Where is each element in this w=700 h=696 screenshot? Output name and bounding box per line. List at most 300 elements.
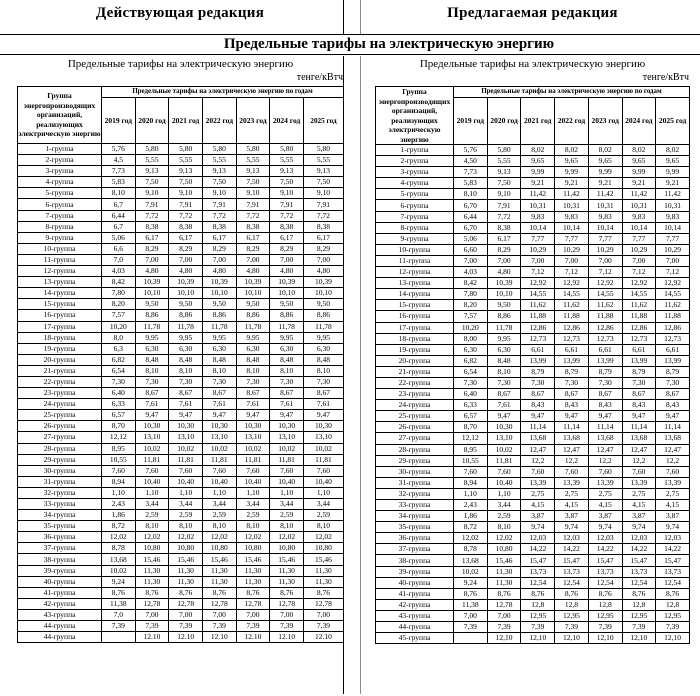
- tariff-value: 9,74: [521, 522, 555, 533]
- tariff-value: 7,00: [202, 609, 236, 620]
- tariff-value: 8,67: [169, 388, 203, 399]
- year-column-header: 2025 год: [656, 98, 690, 145]
- tariff-value: 7,00: [487, 610, 521, 621]
- table-row: [18, 421, 344, 432]
- tariff-value: 8,10: [169, 521, 203, 532]
- group-label: 28-группа: [18, 443, 102, 454]
- tariff-value: 6,61: [588, 344, 622, 355]
- tariff-value: 12.10: [135, 632, 169, 643]
- tariff-value: 8,86: [169, 310, 203, 321]
- tariff-value: 8,67: [303, 388, 343, 399]
- table-row: [376, 200, 690, 211]
- tariff-value: 8,29: [487, 244, 521, 255]
- tariff-value: 12,02: [236, 532, 270, 543]
- tariff-value: 8,76: [102, 587, 136, 598]
- group-label: 14-группа: [18, 288, 102, 299]
- tariff-value: 2,59: [303, 510, 343, 521]
- tariff-value: 11,62: [622, 300, 656, 311]
- tariff-value: 7,39: [236, 621, 270, 632]
- table-row: [18, 543, 344, 554]
- tariff-value: 6,40: [454, 389, 488, 400]
- tariff-value: 13,99: [555, 355, 589, 366]
- group-label: 12-группа: [18, 266, 102, 277]
- tariff-value: 8,86: [487, 311, 521, 322]
- tariff-value: 11,81: [169, 454, 203, 465]
- tariff-value: 8,86: [135, 310, 169, 321]
- tariff-value: 10,30: [270, 421, 304, 432]
- tariff-value: 8,10: [102, 188, 136, 199]
- tariff-value: 9,95: [270, 332, 304, 343]
- tariff-value: 8,86: [303, 310, 343, 321]
- tariff-value: 6,17: [303, 232, 343, 243]
- tariff-value: 14,22: [656, 544, 690, 555]
- group-label: 33-группа: [376, 500, 454, 511]
- tariff-value: 6,7: [102, 221, 136, 232]
- table-row: [376, 588, 690, 599]
- group-label: 2-группа: [376, 156, 454, 167]
- tariff-value: 7,39: [454, 622, 488, 633]
- tariff-value: 7,00: [135, 254, 169, 265]
- tariff-value: 8,29: [303, 243, 343, 254]
- tariff-value: 11,78: [303, 321, 343, 332]
- group-label: 22-группа: [18, 376, 102, 387]
- tariff-value: 8,02: [656, 145, 690, 156]
- tariff-value: 8,79: [656, 366, 690, 377]
- tariff-value: 8,78: [102, 543, 136, 554]
- tariff-value: 13,68: [454, 555, 488, 566]
- tariff-value: 9,21: [521, 178, 555, 189]
- tariff-value: 7,00: [236, 254, 270, 265]
- tariff-value: 6,57: [454, 411, 488, 422]
- table-row: [376, 322, 690, 333]
- tariff-value: 7,00: [454, 610, 488, 621]
- table-row: [376, 300, 690, 311]
- table-row: [376, 488, 690, 499]
- tariff-value: 7,91: [202, 199, 236, 210]
- group-label: 24-группа: [18, 399, 102, 410]
- tariff-value: 11,14: [555, 422, 589, 433]
- tariff-value: 8,43: [656, 400, 690, 411]
- tariff-value: 5,80: [303, 144, 343, 155]
- tariff-value: 9,13: [135, 166, 169, 177]
- tariff-value: 7,30: [102, 376, 136, 387]
- tariff-value: 6,44: [102, 210, 136, 221]
- tariff-value: 2,59: [135, 510, 169, 521]
- tariff-value: 10,80: [270, 543, 304, 554]
- tariff-value: 2,75: [555, 488, 589, 499]
- tariff-value: 7,60: [236, 465, 270, 476]
- table-row: [376, 477, 690, 488]
- table-row: [376, 633, 690, 644]
- tariff-value: 7,73: [102, 166, 136, 177]
- group-label: 36-группа: [18, 532, 102, 543]
- tariff-value: 8,48: [202, 354, 236, 365]
- tariff-value: 7,77: [588, 233, 622, 244]
- tariff-value: 7,50: [202, 177, 236, 188]
- tariff-value: 7,60: [169, 465, 203, 476]
- tariff-value: 6,6: [102, 243, 136, 254]
- tariff-value: 8,67: [236, 388, 270, 399]
- tariff-value: 8,72: [102, 521, 136, 532]
- tariff-value: 10,20: [454, 322, 488, 333]
- tariff-value: 13,68: [622, 433, 656, 444]
- table-row: [18, 144, 344, 155]
- tariff-value: 5,76: [454, 145, 488, 156]
- tariff-value: 1,10: [202, 487, 236, 498]
- tariff-value: 13,10: [270, 432, 304, 443]
- group-label: 27-группа: [376, 433, 454, 444]
- tariff-value: 9,50: [169, 299, 203, 310]
- tariff-value: 8,76: [487, 588, 521, 599]
- tariff-value: 9,13: [236, 166, 270, 177]
- group-label: 2-группа: [18, 155, 102, 166]
- tariff-value: 7,77: [622, 233, 656, 244]
- tariff-value: 9,21: [656, 178, 690, 189]
- tariff-value: 9,99: [555, 167, 589, 178]
- tariff-value: 14,22: [555, 544, 589, 555]
- tariff-value: 8,10: [270, 365, 304, 376]
- tariff-value: 12,02: [270, 532, 304, 543]
- group-label: 20-группа: [376, 355, 454, 366]
- table-row: [18, 299, 344, 310]
- tariff-value: 13,10: [169, 432, 203, 443]
- tariff-value: 12,92: [622, 278, 656, 289]
- tariff-value: 1,10: [487, 488, 521, 499]
- tariff-value: 7,60: [555, 466, 589, 477]
- tariff-value: 8,76: [135, 587, 169, 598]
- table-row: [18, 221, 344, 232]
- tariff-value: 12,12: [102, 432, 136, 443]
- tariff-value: 10,31: [521, 200, 555, 211]
- group-label: 4-группа: [376, 178, 454, 189]
- table-row: [376, 500, 690, 511]
- group-label: 22-группа: [376, 377, 454, 388]
- year-column-header: 2019 год: [454, 98, 488, 145]
- tariff-value: 7,30: [135, 376, 169, 387]
- tariff-value: 9,13: [169, 166, 203, 177]
- table-row: [376, 466, 690, 477]
- tariff-value: 7,12: [622, 267, 656, 278]
- group-label: 13-группа: [18, 277, 102, 288]
- tariff-value: 5,80: [487, 145, 521, 156]
- table-row: [18, 532, 344, 543]
- tariff-value: 7,00: [202, 254, 236, 265]
- tariff-value: 12,92: [588, 278, 622, 289]
- table-row: [18, 321, 344, 332]
- tariff-value: 12,03: [521, 533, 555, 544]
- tariff-value: 7,60: [622, 466, 656, 477]
- tariff-value: 9,95: [135, 332, 169, 343]
- table-row: [18, 598, 344, 609]
- group-label: 32-группа: [18, 487, 102, 498]
- tariff-value: 10,14: [555, 222, 589, 233]
- tariff-value: 9,95: [169, 332, 203, 343]
- group-label: 7-группа: [376, 211, 454, 222]
- table-row: [18, 243, 344, 254]
- tariff-value: 7,00: [169, 609, 203, 620]
- tariff-value: 8,79: [555, 366, 589, 377]
- current-tariff-table: [17, 86, 344, 643]
- tariff-value: 11,78: [169, 321, 203, 332]
- tariff-value: 7,30: [622, 377, 656, 388]
- tariff-value: 10,02: [169, 443, 203, 454]
- tariff-value: 11,30: [236, 576, 270, 587]
- table-row: [376, 222, 690, 233]
- tariff-value: 12,03: [588, 533, 622, 544]
- table-row: [376, 267, 690, 278]
- group-label: 35-группа: [376, 522, 454, 533]
- tariff-value: 6,30: [270, 343, 304, 354]
- table-row: [18, 354, 344, 365]
- tariff-value: 11,30: [135, 565, 169, 576]
- tariff-value: 7,60: [454, 466, 488, 477]
- tariff-value: 8,70: [102, 421, 136, 432]
- group-label: 8-группа: [376, 222, 454, 233]
- tariff-value: 11,62: [588, 300, 622, 311]
- tariff-value: 10,40: [135, 476, 169, 487]
- table-subtitle: Предельные тарифы на электрическую энергию: [67, 58, 294, 70]
- pane-divider-line: [360, 56, 361, 694]
- tariff-value: 8,10: [303, 521, 343, 532]
- tariff-value: 12,12: [454, 433, 488, 444]
- tariff-value: 10,31: [656, 200, 690, 211]
- tariff-value: 7,50: [270, 177, 304, 188]
- tariff-value: 5,55: [202, 155, 236, 166]
- tariff-value: 12,73: [656, 333, 690, 344]
- year-column-header: 2022 год: [555, 98, 589, 145]
- group-label: 26-группа: [18, 421, 102, 432]
- group-label: 41-группа: [376, 588, 454, 599]
- tariff-value: 7,50: [169, 177, 203, 188]
- tariff-value: 1,10: [303, 487, 343, 498]
- tariff-value: 12,86: [555, 322, 589, 333]
- tariff-value: 7,39: [102, 621, 136, 632]
- tariff-value: 8,10: [454, 189, 488, 200]
- tariff-value: 9,21: [588, 178, 622, 189]
- tariff-value: 9,99: [622, 167, 656, 178]
- tariff-value: 7,30: [588, 377, 622, 388]
- group-label: 17-группа: [18, 321, 102, 332]
- tariff-value: 7,91: [236, 199, 270, 210]
- tariff-value: 12,92: [521, 278, 555, 289]
- group-label: 39-группа: [18, 565, 102, 576]
- tariff-value: 7,00: [454, 255, 488, 266]
- tariff-value: 8,76: [588, 588, 622, 599]
- group-label: 13-группа: [376, 278, 454, 289]
- table-row: [18, 554, 344, 565]
- tariff-value: 5,55: [303, 155, 343, 166]
- tariff-value: 7,30: [555, 377, 589, 388]
- tariff-value: 9,65: [622, 156, 656, 167]
- group-label: 42-группа: [18, 598, 102, 609]
- tariff-value: 12,10: [521, 633, 555, 644]
- table-row: [18, 454, 344, 465]
- tariff-value: 11,81: [202, 454, 236, 465]
- header-row: [18, 87, 344, 98]
- tariff-value: 8,48: [270, 354, 304, 365]
- tariff-value: 8,79: [521, 366, 555, 377]
- tariff-value: 7,77: [521, 233, 555, 244]
- tariff-value: 8,67: [135, 388, 169, 399]
- tariff-value: 7,72: [202, 210, 236, 221]
- tariff-value: 10,40: [303, 476, 343, 487]
- group-label: 25-группа: [18, 410, 102, 421]
- tariff-value: 6,61: [521, 344, 555, 355]
- tariff-value: 11,30: [202, 565, 236, 576]
- tariff-value: 12,86: [622, 322, 656, 333]
- tariff-value: 2,59: [487, 511, 521, 522]
- tariff-value: 10,30: [169, 421, 203, 432]
- tariff-value: 8,76: [555, 588, 589, 599]
- tariff-value: 10,40: [270, 476, 304, 487]
- tariff-value: 2,59: [202, 510, 236, 521]
- table-row: [376, 422, 690, 433]
- tariff-value: 12,02: [202, 532, 236, 543]
- tariff-value: 8,29: [202, 243, 236, 254]
- tariff-value: 13,68: [102, 554, 136, 565]
- tariff-value: 3,44: [487, 500, 521, 511]
- tariff-value: 10,55: [102, 454, 136, 465]
- tariff-value: 13,68: [656, 433, 690, 444]
- tariff-value: 10,39: [169, 277, 203, 288]
- tariff-value: 8,38: [270, 221, 304, 232]
- tariff-value: 4,80: [303, 266, 343, 277]
- tariff-value: 3,44: [303, 499, 343, 510]
- tariff-value: 8,79: [588, 366, 622, 377]
- tariff-value: 12,95: [521, 610, 555, 621]
- tariff-value: 6,61: [555, 344, 589, 355]
- tariff-value: 12,92: [555, 278, 589, 289]
- tariff-value: 12,47: [656, 444, 690, 455]
- tariff-value: 13,68: [588, 433, 622, 444]
- tariff-value: 7,50: [303, 177, 343, 188]
- tariff-value: 13,73: [588, 566, 622, 577]
- tariff-value: 3,87: [656, 511, 690, 522]
- group-label: 1-группа: [18, 144, 102, 155]
- tariff-value: 4,80: [270, 266, 304, 277]
- tariff-value: 9,74: [622, 522, 656, 533]
- tariff-value: 4,15: [622, 500, 656, 511]
- group-column-header: Группа энергопроизводящих организаций, реализующих электрическую энергию: [376, 87, 454, 145]
- tariff-value: 7,00: [169, 254, 203, 265]
- tariff-value: 10,80: [202, 543, 236, 554]
- tariff-value: 11,42: [521, 189, 555, 200]
- unit-label: тенге/кВтч: [296, 72, 343, 83]
- tariff-value: 10,02: [135, 443, 169, 454]
- tariff-value: 15,46: [169, 554, 203, 565]
- table-subtitle: Предельные тарифы на электрическую энергию: [419, 58, 646, 70]
- tariff-value: 10,30: [135, 421, 169, 432]
- table-row: [376, 278, 690, 289]
- tariff-value: 10,39: [135, 277, 169, 288]
- tariff-value: 6,30: [135, 343, 169, 354]
- tariff-value: 9,47: [236, 410, 270, 421]
- table-row: [376, 178, 690, 189]
- tariff-value: 8,20: [454, 300, 488, 311]
- tariff-value: 13,10: [202, 432, 236, 443]
- tariff-value: 4,03: [454, 267, 488, 278]
- tariff-value: 6,40: [102, 388, 136, 399]
- table-row: [18, 254, 344, 265]
- current-edition-pane: [17, 57, 344, 643]
- tariff-value: 8,10: [169, 365, 203, 376]
- tariff-value: 8,29: [270, 243, 304, 254]
- tariff-value: 8,10: [135, 365, 169, 376]
- tariff-value: 8,67: [656, 389, 690, 400]
- group-label: 31-группа: [18, 476, 102, 487]
- tariff-value: 15,47: [656, 555, 690, 566]
- tariff-value: 4,15: [588, 500, 622, 511]
- tariff-value: 8,38: [303, 221, 343, 232]
- tariff-value: 12,2: [588, 455, 622, 466]
- tariff-value: 14,22: [622, 544, 656, 555]
- tariff-value: 5,06: [102, 232, 136, 243]
- tariff-value: 10,29: [622, 244, 656, 255]
- tariff-value: 12,2: [555, 455, 589, 466]
- table-row: [18, 443, 344, 454]
- tariff-value: 12.10: [202, 632, 236, 643]
- tariff-value: 8,38: [169, 221, 203, 232]
- tariff-value: 12,8: [555, 599, 589, 610]
- tariff-value: 8,67: [487, 389, 521, 400]
- tariff-value: 7,39: [555, 622, 589, 633]
- tariff-value: 7,50: [487, 178, 521, 189]
- table-row: [376, 189, 690, 200]
- tariff-value: 12,02: [135, 532, 169, 543]
- group-label: 35-группа: [18, 521, 102, 532]
- table-row: [18, 266, 344, 277]
- tariff-value: 11,81: [303, 454, 343, 465]
- group-label: 14-группа: [376, 289, 454, 300]
- tariff-value: 11,14: [622, 422, 656, 433]
- tariff-value: 2,43: [454, 500, 488, 511]
- tariff-value: 9,13: [303, 166, 343, 177]
- tariff-value: 12,8: [521, 599, 555, 610]
- tariff-value: 9,47: [555, 411, 589, 422]
- tariff-value: 10,40: [202, 476, 236, 487]
- group-label: 6-группа: [376, 200, 454, 211]
- tariff-value: 13,99: [622, 355, 656, 366]
- tariff-value: 7,00: [135, 609, 169, 620]
- group-label: 10-группа: [376, 244, 454, 255]
- tariff-value: 4,15: [521, 500, 555, 511]
- tariff-value: 9,50: [135, 299, 169, 310]
- tariff-value: 8,02: [521, 145, 555, 156]
- year-column-header: 2020 год: [135, 98, 169, 144]
- tariff-value: 10,31: [555, 200, 589, 211]
- table-row: [18, 343, 344, 354]
- tariff-value: 8,67: [555, 389, 589, 400]
- tariff-value: 7,39: [270, 621, 304, 632]
- table-row: [376, 555, 690, 566]
- tariff-value: 15,46: [202, 554, 236, 565]
- tariff-value: 9,47: [588, 411, 622, 422]
- tariff-value: 6,17: [236, 232, 270, 243]
- tariff-value: 12.10: [236, 632, 270, 643]
- tariff-value: 8,10: [202, 365, 236, 376]
- table-row: [376, 511, 690, 522]
- tariff-value: 7,61: [135, 399, 169, 410]
- tariff-value: 1,86: [102, 510, 136, 521]
- group-label: 25-группа: [376, 411, 454, 422]
- tariff-value: 1,10: [454, 488, 488, 499]
- tariff-value: 11,30: [303, 565, 343, 576]
- tariff-value: 11,30: [202, 576, 236, 587]
- tariff-value: 11,38: [102, 598, 136, 609]
- proposed-edition-pane: [375, 57, 690, 644]
- tariff-value: 9,47: [487, 411, 521, 422]
- tariff-value: 15,46: [303, 554, 343, 565]
